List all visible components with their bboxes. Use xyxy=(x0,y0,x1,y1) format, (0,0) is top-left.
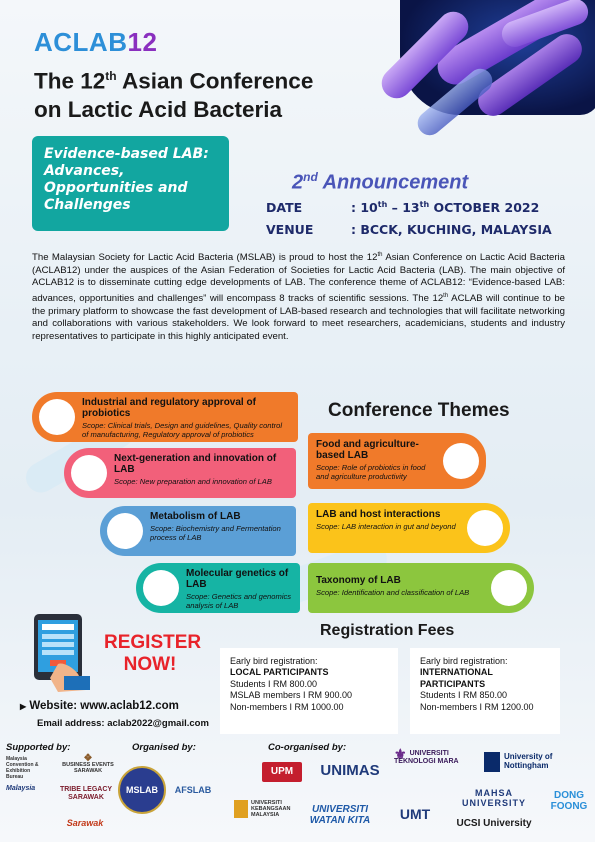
fee-line: Non-members I RM 1200.00 xyxy=(420,701,534,712)
date-row xyxy=(266,200,539,215)
fee-line: Early bird registration: xyxy=(420,656,508,666)
dongfoong-text: DONG FOONG xyxy=(550,790,588,812)
bcck-text: Malaysia Convention & Exhibition Bureau xyxy=(6,756,39,780)
track-scope: Scope: Biochemistry and Fermentation process of LAB xyxy=(150,524,281,542)
organised-by-label: Organised by: xyxy=(132,742,196,753)
website-text: Website: www.aclab12.com xyxy=(29,700,179,712)
tribe-text: TRIBE LEGACY SARAWAK xyxy=(59,786,113,801)
brand-part1: ACLAB xyxy=(34,27,128,57)
track-left-3 xyxy=(100,506,296,556)
unimas-logo xyxy=(316,762,384,779)
ucsi-text: UCSI University xyxy=(456,818,532,829)
fee-line: MSLAB members I RM 900.00 xyxy=(230,690,353,701)
announcement-pre: 2 xyxy=(292,171,304,194)
conference-brand xyxy=(34,27,157,58)
title-line2: on Lactic Acid Bacteria xyxy=(34,96,282,122)
sarawak-events-text: BUSINESS EVENTS SARAWAK xyxy=(62,762,114,774)
afslab-logo xyxy=(172,770,214,810)
conference-theme-box xyxy=(32,136,229,231)
ukm-text: UNIVERSITI KEBANGSAAN MALAYSIA xyxy=(251,800,291,818)
sarawak-events-logo: ❖ BUSINESS EVENTS SARAWAK xyxy=(62,753,114,774)
fee-line: INTERNATIONAL PARTICIPANTS xyxy=(420,667,493,689)
track-scope: Scope: Genetics and genomics analysis of LAB xyxy=(186,592,292,610)
announcement-sup: nd xyxy=(303,170,318,184)
sarawak-logo xyxy=(60,818,110,828)
fee-line: Early bird registration: xyxy=(230,656,318,666)
track-circle xyxy=(107,513,143,549)
intro-part1: The Malaysian Society for Lactic Acid Bacteria (MSLAB) is proud to host the 12 xyxy=(32,252,378,264)
track-title: Food and agriculture-based LAB xyxy=(316,439,419,461)
venue-row xyxy=(266,222,552,237)
conference-title xyxy=(34,62,364,124)
fee-line: LOCAL PARTICIPANTS xyxy=(230,667,329,678)
fee-line: Students I RM 850.00 xyxy=(420,690,508,701)
supported-by-label: Supported by: xyxy=(6,742,71,753)
umt-text: UMT xyxy=(399,806,431,822)
track-circle xyxy=(39,399,75,435)
date-value-c: OCTOBER 2022 xyxy=(429,200,540,216)
track-title: LAB and host interactions xyxy=(316,509,441,520)
track-scope: Scope: Identification and classification of LAB xyxy=(316,588,470,597)
title-line1-sup: th xyxy=(105,69,117,83)
track-title: Molecular genetics of LAB xyxy=(186,568,289,590)
track-circle xyxy=(71,455,107,491)
local-fees-box xyxy=(220,648,398,734)
afslab-text: AFSLAB xyxy=(174,785,212,795)
international-fees-box xyxy=(410,648,560,734)
intro-sup1: th xyxy=(377,252,383,258)
uitm-text: UNIVERSITI TEKNOLOGI MARA xyxy=(394,750,459,765)
conference-theme-text: Evidence-based LAB: Advances, Opportunities and Challenges xyxy=(44,146,209,213)
uitm-logo: ⚜ UNIVERSITI TEKNOLOGI MARA xyxy=(394,746,459,765)
upm-logo xyxy=(262,762,302,782)
track-circle xyxy=(491,570,527,606)
track-title: Next-generation and innovation of LAB xyxy=(114,453,277,475)
date-sup-a: th xyxy=(377,200,388,209)
venue-value: : BCCK, KUCHING, MALAYSIA xyxy=(351,222,552,237)
intro-part2: Asian Conference on Lactic Acid Bacteria (ACLAB12) under the auspices of the Asian Federation of Societies for Lactic Acid Bacteria (LAB). The main objective of ACLAB12 is to disseminate cutting edge developments of LAB. The conference theme of ACLAB12: “Evidence-based LAB: advances, opportunities and challenges” will encompass 8 tracks of scientific sessions. The 12 xyxy=(32,252,565,305)
title-line1-pre: The 12 xyxy=(34,68,106,94)
nottingham-text: University of Nottingham xyxy=(504,752,553,770)
track-scope: Scope: New preparation and innovation of LAB xyxy=(114,477,272,486)
dong-foong-logo xyxy=(546,790,592,812)
track-title: Taxonomy of LAB xyxy=(316,575,401,586)
intro-paragraph xyxy=(32,249,565,344)
track-left-4 xyxy=(136,563,300,613)
nottingham-logo xyxy=(484,752,580,772)
umt-logo xyxy=(392,806,438,822)
sarawak-text: Sarawak xyxy=(66,818,104,828)
mahsa-logo xyxy=(446,788,542,808)
malaysia-text: Malaysia xyxy=(6,785,36,792)
intro-part3: ACLAB will continue to be the primary platform to showcase the fast development of LAB-based research and technologies that will facilitate networking and collaborations with various stakeholders. We look forward to meet researchers, academicians, students and industry representatives to participate in this highly anticipated event. xyxy=(32,293,565,342)
track-right-2 xyxy=(308,503,510,553)
track-circle xyxy=(443,443,479,479)
track-title: Industrial and regulatory approval of probiotics xyxy=(82,397,256,419)
date-value-a: : 10 xyxy=(351,200,378,216)
ukm-logo xyxy=(234,800,292,818)
ucsi-logo xyxy=(442,818,546,829)
fee-line: Students I RM 800.00 xyxy=(230,678,318,689)
register-line1: REGISTER xyxy=(104,632,202,653)
title-line1-post: Asian Conference xyxy=(116,68,314,94)
announcement-post: Announcement xyxy=(317,171,469,194)
brand-part2: 12 xyxy=(127,27,158,57)
mslab-logo xyxy=(118,766,166,814)
register-line2: NOW! xyxy=(123,654,177,675)
upm-text: UPM xyxy=(270,766,294,777)
date-sup-b: th xyxy=(419,200,430,209)
co-organised-by-label: Co-organised by: xyxy=(268,742,347,753)
tribe-legacy-logo xyxy=(58,786,114,802)
tablet-icon xyxy=(28,612,94,692)
track-scope: Scope: LAB interaction in gut and beyond xyxy=(316,522,456,531)
mahsa-text: MAHSA UNIVERSITY xyxy=(461,788,526,808)
unimas-text: UNIMAS xyxy=(320,762,380,779)
venue-label: VENUE xyxy=(266,222,314,237)
track-circle xyxy=(143,570,179,606)
track-right-3 xyxy=(308,563,534,613)
track-title: Metabolism of LAB xyxy=(150,511,241,522)
website-link[interactable] xyxy=(20,700,179,712)
track-scope: Scope: Clinical trials, Design and guidelines, Quality control of manufacturing, Regulatory approval of probiotics xyxy=(82,421,283,439)
fee-line: Non-members I RM 1000.00 xyxy=(230,701,344,712)
register-now-button[interactable] xyxy=(104,632,202,676)
track-left-1 xyxy=(32,392,298,442)
registration-heading: Registration Fees xyxy=(320,622,455,639)
watan-kita-logo xyxy=(298,804,382,826)
mslab-text: MSLAB xyxy=(126,785,158,795)
watan-text: UNIVERSITI WATAN KITA xyxy=(309,804,371,826)
bullet-icon: ▶ xyxy=(20,702,27,711)
track-left-2 xyxy=(64,448,296,498)
track-scope: Scope: Role of probiotics in food and agriculture productivity xyxy=(316,463,426,481)
email-link[interactable]: Email address: aclab2022@gmail.com xyxy=(37,718,209,729)
themes-heading: Conference Themes xyxy=(328,400,510,421)
bcck-logo xyxy=(6,756,46,792)
intro-sup2: th xyxy=(443,292,449,299)
track-circle xyxy=(467,510,503,546)
track-right-1 xyxy=(308,433,486,489)
date-label: DATE xyxy=(266,200,303,216)
announcement-heading xyxy=(292,170,468,195)
date-value-b: – 13 xyxy=(387,200,420,216)
